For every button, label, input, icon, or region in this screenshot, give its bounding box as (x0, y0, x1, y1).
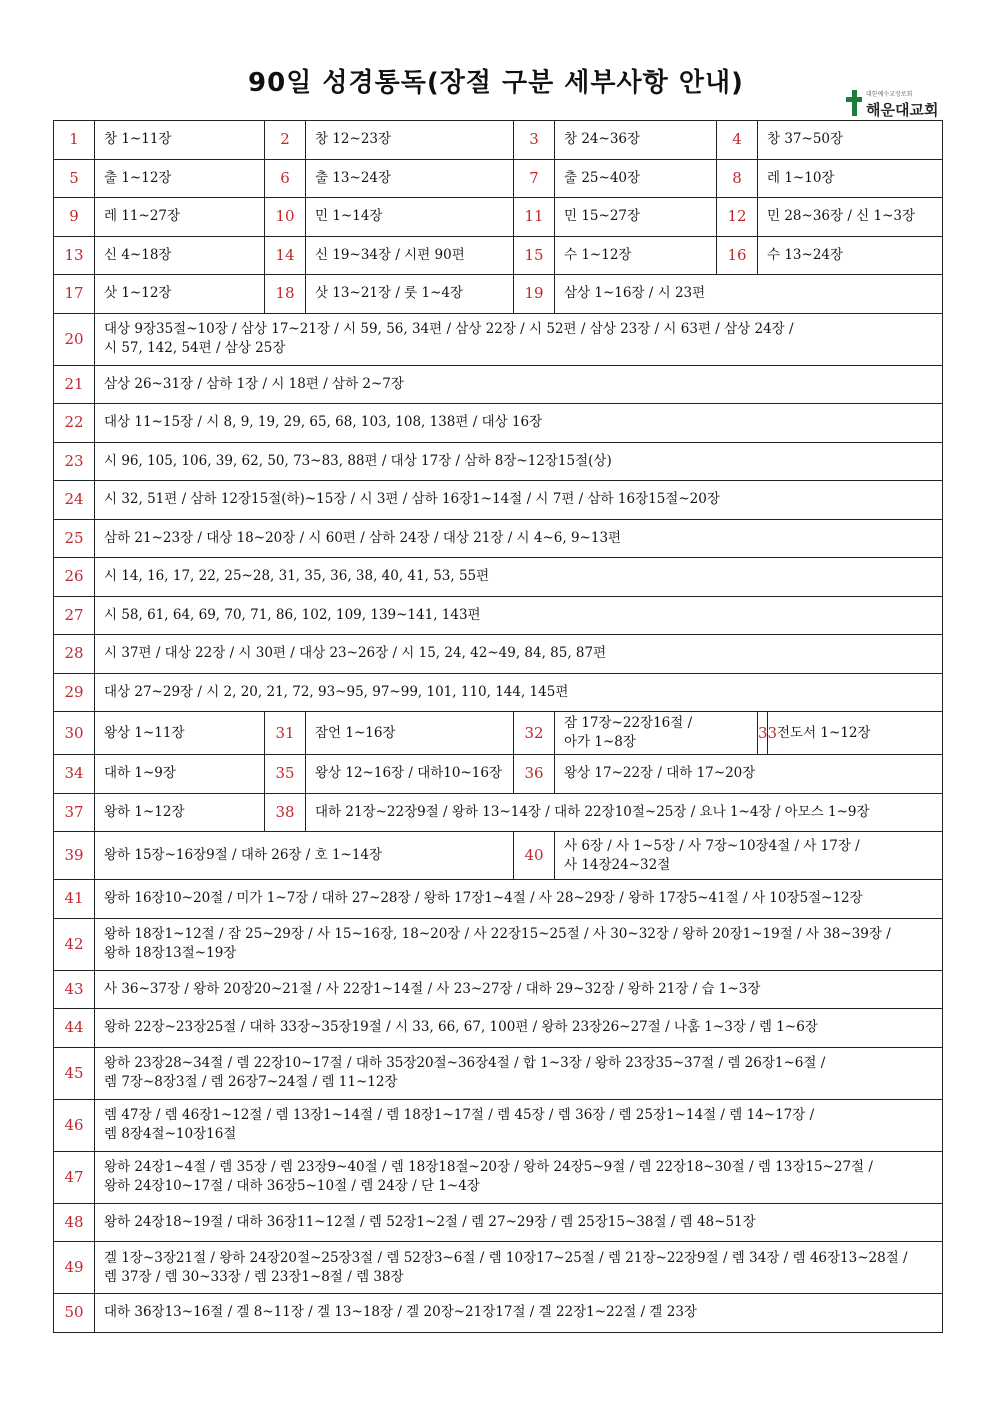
day-number: 28 (54, 635, 95, 674)
day-reading: 전도서 1~12장 (768, 712, 943, 755)
day-reading (555, 712, 758, 755)
table-row (54, 832, 943, 880)
day-number: 3 (514, 121, 555, 160)
logo-subtitle: 대한예수교장로회 (866, 91, 913, 98)
day-reading: 잠언 1~16장 (306, 712, 514, 755)
reading-line: 겔 1장~3장21절 / 왕하 24장20절~25장3절 / 렘 52장3~6절 / 렘 10장17~25절 / 렘 21장~22장9절 / 렘 34장 / 렘 46장13~28절 / (104, 1249, 908, 1266)
day-number: 22 (54, 404, 95, 443)
day-number: 49 (54, 1242, 95, 1294)
table-row (54, 519, 943, 558)
day-reading: 출 1~12장 (95, 159, 265, 198)
table-row (54, 236, 943, 275)
table-row (54, 313, 943, 365)
reading-line: 왕하 18장1~12절 / 잠 25~29장 / 사 15~16장, 18~20장 / 사 22장15~25절 / 사 30~32장 / 왕하 20장1~19절 / 사 38~39장 / (104, 926, 891, 942)
church-cross-icon (846, 90, 862, 116)
reading-schedule-table (53, 120, 943, 1333)
day-number: 5 (54, 159, 95, 198)
table-row (54, 198, 943, 237)
day-number: 35 (265, 755, 306, 794)
table-row (54, 596, 943, 635)
day-reading: 신 4~18장 (95, 236, 265, 275)
day-reading: 시 96, 105, 106, 39, 62, 50, 73~83, 88편 / 대상 17장 / 삼하 8장~12장15절(상) (95, 442, 943, 481)
day-reading: 출 25~40장 (555, 159, 717, 198)
day-reading: 대상 27~29장 / 시 2, 20, 21, 72, 93~95, 97~99, 101, 110, 144, 145편 (95, 673, 943, 712)
day-number: 26 (54, 558, 95, 597)
day-number: 7 (514, 159, 555, 198)
day-reading: 레 1~10장 (758, 159, 943, 198)
table-row (54, 635, 943, 674)
day-number: 38 (265, 793, 306, 832)
reading-line: 렘 47장 / 렘 46장1~12절 / 렘 13장1~14절 / 렘 18장1~17절 / 렘 45장 / 렘 36장 / 렘 25장1~14절 / 렘 14~17장 / (104, 1107, 815, 1123)
reading-line: 렘 37장 / 렘 30~33장 / 렘 23장1~8절 / 렘 38장 (104, 1268, 404, 1285)
day-reading (95, 918, 943, 970)
day-reading: 왕하 15장~16장9절 / 대하 26장 / 호 1~14장 (95, 832, 514, 880)
day-number: 17 (54, 275, 95, 314)
day-number: 33 (758, 712, 768, 755)
day-reading (95, 1242, 943, 1294)
table-row (54, 1203, 943, 1242)
day-reading: 창 37~50장 (758, 121, 943, 160)
day-reading: 삿 1~12장 (95, 275, 265, 314)
day-reading: 창 12~23장 (306, 121, 514, 160)
day-reading: 왕하 22장~23장25절 / 대하 33장~35장19절 / 시 33, 66, 67, 100편 / 왕하 23장26~27절 / 나훔 1~3장 / 렘 1~6장 (95, 1009, 943, 1048)
table-row (54, 1009, 943, 1048)
day-number: 31 (265, 712, 306, 755)
day-number: 37 (54, 793, 95, 832)
day-reading: 삼상 1~16장 / 시 23편 (555, 275, 943, 314)
day-number: 48 (54, 1203, 95, 1242)
day-number: 6 (265, 159, 306, 198)
day-reading: 민 28~36장 / 신 1~3장 (758, 198, 943, 237)
day-number: 47 (54, 1151, 95, 1203)
table-row (54, 793, 943, 832)
day-number: 36 (514, 755, 555, 794)
table-row (54, 880, 943, 919)
reading-line: 왕하 23장28~34절 / 렘 22장10~17절 / 대하 35장20절~36장4절 / 합 1~3장 / 왕하 23장35~37절 / 렘 26장1~6절 / (104, 1055, 826, 1071)
day-number: 13 (54, 236, 95, 275)
day-reading (95, 313, 943, 365)
day-reading: 민 1~14장 (306, 198, 514, 237)
day-number: 1 (54, 121, 95, 160)
day-number: 14 (265, 236, 306, 275)
day-reading: 수 1~12장 (555, 236, 717, 275)
day-reading: 민 15~27장 (555, 198, 717, 237)
reading-line: 잠 17장~22장16절 / (564, 715, 693, 731)
day-number: 19 (514, 275, 555, 314)
day-reading (95, 1151, 943, 1203)
table-row (54, 1294, 943, 1333)
reading-line: 왕하 18장13절~19장 (104, 945, 237, 961)
day-reading: 대하 1~9장 (95, 755, 265, 794)
day-reading: 시 32, 51편 / 삼하 12장15절(하)~15장 / 시 3편 / 삼하 16장1~14절 / 시 7편 / 삼하 16장15절~20장 (95, 481, 943, 520)
day-number: 4 (717, 121, 758, 160)
day-number: 50 (54, 1294, 95, 1333)
day-reading: 왕하 1~12장 (95, 793, 265, 832)
reading-line: 시 57, 142, 54편 / 삼상 25장 (104, 340, 286, 356)
day-number: 45 (54, 1047, 95, 1099)
day-reading: 삼하 21~23장 / 대상 18~20장 / 시 60편 / 삼하 24장 / 대상 21장 / 시 4~6, 9~13편 (95, 519, 943, 558)
day-number: 30 (54, 712, 95, 755)
day-number: 10 (265, 198, 306, 237)
day-number: 34 (54, 755, 95, 794)
table-row (54, 1099, 943, 1151)
day-reading: 왕하 24장18~19절 / 대하 36장11~12절 / 렘 52장1~2절 / 렘 27~29장 / 렘 25장15~38절 / 렘 48~51장 (95, 1203, 943, 1242)
table-row (54, 275, 943, 314)
reading-line: 왕하 24장10~17절 / 대하 36장5~10절 / 렘 24장 / 단 1~4장 (104, 1178, 480, 1194)
day-reading: 왕하 16장10~20절 / 미가 1~7장 / 대하 27~28장 / 왕하 17장1~4절 / 사 28~29장 / 왕하 17장5~41절 / 사 10장5절~12장 (95, 880, 943, 919)
day-number: 29 (54, 673, 95, 712)
reading-line: 렘 8장4절~10장16절 (104, 1126, 237, 1142)
table-row (54, 970, 943, 1009)
table-row (54, 1151, 943, 1203)
day-number: 25 (54, 519, 95, 558)
day-number: 46 (54, 1099, 95, 1151)
day-reading (555, 832, 943, 880)
day-reading: 왕상 17~22장 / 대하 17~20장 (555, 755, 943, 794)
day-number: 21 (54, 365, 95, 404)
day-number: 23 (54, 442, 95, 481)
reading-line: 사 6장 / 사 1~5장 / 사 7장~10장4절 / 사 17장 / (564, 837, 860, 854)
day-reading: 창 24~36장 (555, 121, 717, 160)
logo-name: 해운대교회 (866, 101, 939, 119)
day-reading: 수 13~24장 (758, 236, 943, 275)
day-reading (95, 1099, 943, 1151)
day-reading: 창 1~11장 (95, 121, 265, 160)
reading-line: 사 14장24~32절 (564, 856, 671, 873)
table-row (54, 121, 943, 160)
table-row (54, 918, 943, 970)
table-row (54, 365, 943, 404)
day-reading: 레 11~27장 (95, 198, 265, 237)
day-reading: 삼상 26~31장 / 삼하 1장 / 시 18편 / 삼하 2~7장 (95, 365, 943, 404)
reading-line: 아가 1~8장 (564, 734, 636, 750)
day-reading: 왕상 12~16장 / 대하10~16장 (306, 755, 514, 794)
day-number: 8 (717, 159, 758, 198)
day-number: 24 (54, 481, 95, 520)
reading-line: 렘 7장~8장3절 / 렘 26장7~24절 / 렘 11~12장 (104, 1074, 398, 1090)
day-reading: 시 37편 / 대상 22장 / 시 30편 / 대상 23~26장 / 시 15, 24, 42~49, 84, 85, 87편 (95, 635, 943, 674)
day-number: 42 (54, 918, 95, 970)
table-row (54, 442, 943, 481)
reading-line: 대상 9장35절~10장 / 삼상 17~21장 / 시 59, 56, 34편 / 삼상 22장 / 시 52편 / 삼상 23장 / 시 63편 / 삼상 24장 / (104, 321, 794, 337)
day-reading: 대하 36장13~16절 / 겔 8~11장 / 겔 13~18장 / 겔 20장~21장17절 / 겔 22장1~22절 / 겔 23장 (95, 1294, 943, 1333)
day-number: 39 (54, 832, 95, 880)
day-reading: 사 36~37장 / 왕하 20장20~21절 / 사 22장1~14절 / 사 23~27장 / 대하 29~32장 / 왕하 21장 / 습 1~3장 (95, 970, 943, 1009)
day-reading: 대하 21장~22장9절 / 왕하 13~14장 / 대하 22장10절~25장 / 요나 1~4장 / 아모스 1~9장 (306, 793, 943, 832)
church-logo (846, 88, 942, 120)
day-number: 12 (717, 198, 758, 237)
day-reading: 삿 13~21장 / 룻 1~4장 (306, 275, 514, 314)
day-reading: 시 14, 16, 17, 22, 25~28, 31, 35, 36, 38, 40, 41, 53, 55편 (95, 558, 943, 597)
table-row (54, 558, 943, 597)
table-row (54, 1047, 943, 1099)
day-number: 18 (265, 275, 306, 314)
table-row (54, 755, 943, 794)
table-row (54, 404, 943, 443)
table-row (54, 1242, 943, 1294)
reading-line: 왕하 24장1~4절 / 렘 35장 / 렘 23장9~40절 / 렘 18장18절~20장 / 왕하 24장5~9절 / 렘 22장18~30절 / 렘 13장15~27절 / (104, 1159, 873, 1175)
day-number: 40 (514, 832, 555, 880)
day-reading: 신 19~34장 / 시편 90편 (306, 236, 514, 275)
day-number: 2 (265, 121, 306, 160)
day-reading: 왕상 1~11장 (95, 712, 265, 755)
day-reading (95, 1047, 943, 1099)
day-number: 9 (54, 198, 95, 237)
table-row (54, 673, 943, 712)
day-number: 32 (514, 712, 555, 755)
day-number: 11 (514, 198, 555, 237)
day-number: 41 (54, 880, 95, 919)
day-number: 44 (54, 1009, 95, 1048)
day-number: 16 (717, 236, 758, 275)
day-number: 15 (514, 236, 555, 275)
day-number: 43 (54, 970, 95, 1009)
day-number: 27 (54, 596, 95, 635)
page-title: 90일 성경통독(장절 구분 세부사항 안내) (248, 68, 744, 98)
day-reading: 시 58, 61, 64, 69, 70, 71, 86, 102, 109, 139~141, 143편 (95, 596, 943, 635)
table-row (54, 481, 943, 520)
table-row (54, 712, 943, 755)
day-number: 20 (54, 313, 95, 365)
day-reading: 출 13~24장 (306, 159, 514, 198)
day-reading: 대상 11~15장 / 시 8, 9, 19, 29, 65, 68, 103, 108, 138편 / 대상 16장 (95, 404, 943, 443)
table-row (54, 159, 943, 198)
